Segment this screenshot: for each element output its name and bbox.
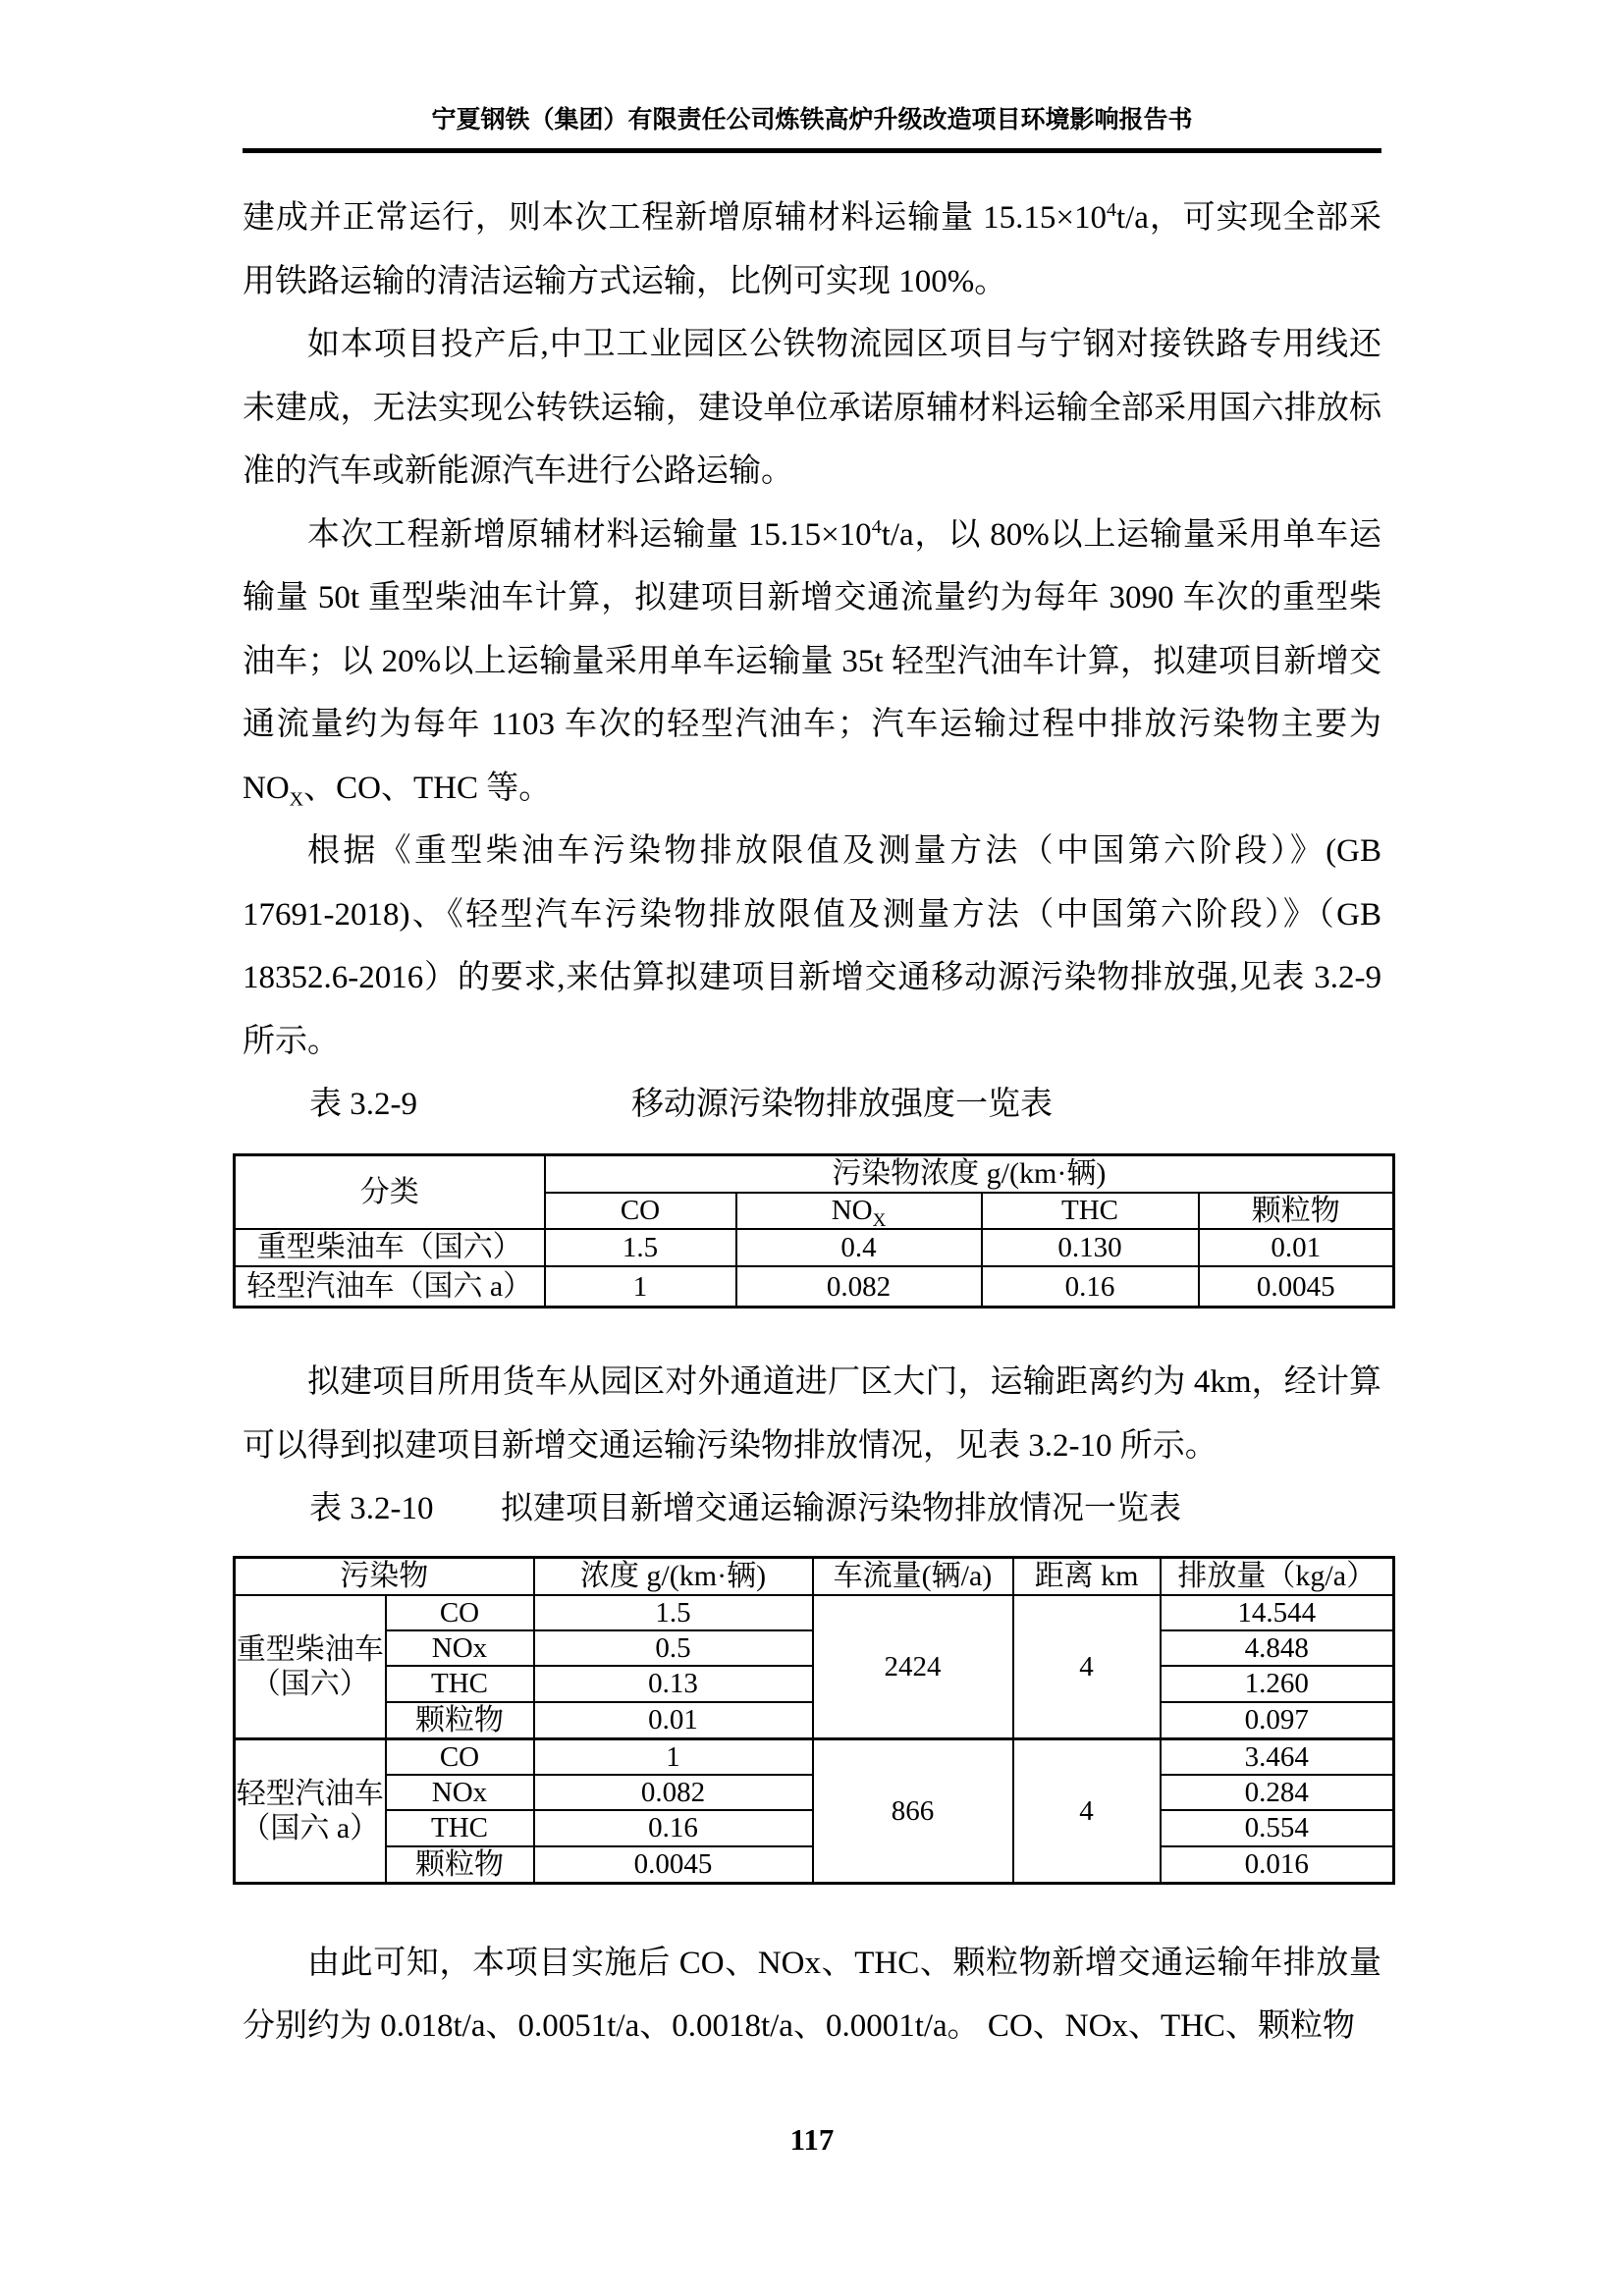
table-cell: 0.130 bbox=[982, 1229, 1199, 1266]
table-cell: 0.5 bbox=[534, 1630, 813, 1666]
table-cell: NOx bbox=[386, 1775, 534, 1810]
table-cell: 0.0045 bbox=[534, 1846, 813, 1884]
paragraph-3 bbox=[243, 504, 1381, 821]
table-cell: 1.5 bbox=[534, 1595, 813, 1630]
table-cell: THC bbox=[386, 1810, 534, 1845]
paragraph-6: 由此可知，本项目实施后 CO、NOx、THC、颗粒物新增交通运输年排放量分别约为 0.018t/a、0.0051t/a、0.0018t/a、0.0001t/a。 CO、NOx、THC、颗粒物 bbox=[243, 1945, 1381, 2045]
table-cell: 1.260 bbox=[1161, 1666, 1394, 1701]
text-segment: 本次工程新增原辅材料运输量 15.15×10 bbox=[307, 516, 872, 553]
table-header-row bbox=[235, 1558, 1394, 1595]
table-cell: 颗粒物 bbox=[386, 1846, 534, 1884]
table-row bbox=[235, 1266, 1394, 1308]
column-header-thc: THC bbox=[982, 1193, 1199, 1229]
table-row bbox=[235, 1229, 1394, 1266]
text-segment: t/a，可实现全部采用铁路运输的清洁运输方式运输，比例可实现 100%。 bbox=[243, 200, 1381, 299]
table-3-2-10 bbox=[233, 1556, 1395, 1885]
column-header-flow: 车流量(辆/a) bbox=[813, 1558, 1013, 1595]
table-cell-distance: 4 bbox=[1013, 1738, 1161, 1883]
superscript-exponent: 4 bbox=[1106, 199, 1116, 221]
text-segment: 、CO、THC 等。 bbox=[303, 770, 552, 806]
table-cell: 1.5 bbox=[545, 1229, 736, 1266]
column-header-concentration: 浓度 g/(km·辆) bbox=[534, 1558, 813, 1595]
superscript-exponent: 4 bbox=[871, 515, 882, 538]
table-caption-label: 表 3.2-9 bbox=[309, 1087, 417, 1122]
table-cell: 0.01 bbox=[534, 1702, 813, 1739]
table-cell: 0.0045 bbox=[1199, 1266, 1394, 1308]
column-header-category: 分类 bbox=[235, 1155, 545, 1229]
text-segment: 建成并正常运行，则本次工程新增原辅材料运输量 15.15×10 bbox=[243, 200, 1107, 236]
group-header-light-gasoline: 轻型汽油车（国六 a） bbox=[235, 1738, 386, 1883]
table-cell: CO bbox=[386, 1595, 534, 1630]
table-cell: CO bbox=[386, 1738, 534, 1775]
table-cell-distance: 4 bbox=[1013, 1595, 1161, 1739]
table-cell: 0.16 bbox=[982, 1266, 1199, 1308]
table-cell: 4.848 bbox=[1161, 1630, 1394, 1666]
table-cell: 0.097 bbox=[1161, 1702, 1394, 1739]
table-cell: 0.554 bbox=[1161, 1810, 1394, 1845]
group-header-heavy-diesel: 重型柴油车（国六） bbox=[235, 1595, 386, 1739]
table-header-row bbox=[235, 1155, 1394, 1193]
table-caption-title: 移动源污染物排放强度一览表 bbox=[631, 1087, 1053, 1122]
table-cell: THC bbox=[386, 1666, 534, 1701]
table-cell: 0.284 bbox=[1161, 1775, 1394, 1810]
table-row bbox=[235, 1738, 1394, 1775]
table-cell: 0.016 bbox=[1161, 1846, 1394, 1884]
table-cell: 3.464 bbox=[1161, 1738, 1394, 1775]
table-cell: 1 bbox=[534, 1738, 813, 1775]
table-cell: 颗粒物 bbox=[386, 1702, 534, 1739]
table-caption-label: 表 3.2-10 bbox=[309, 1491, 434, 1527]
table-cell: 0.16 bbox=[534, 1810, 813, 1845]
text-segment: t/a，以 80%以上运输量采用单车运输量 50t 重型柴油车计算，拟建项目新增交通流量约为每年 3090 车次的重型柴油车；以 20%以上运输量采用单车运输量 35t 轻型汽油车计算，拟建项目新增交通流量约为每年 1103 车次的轻型汽油车；汽车运输过程中排放污染物主要为 NO bbox=[243, 516, 1381, 806]
row-header-heavy-diesel: 重型柴油车（国六） bbox=[235, 1229, 545, 1266]
table-cell: 14.544 bbox=[1161, 1595, 1394, 1630]
table-3-2-9 bbox=[233, 1153, 1395, 1308]
subscript-x: X bbox=[872, 1209, 887, 1229]
paragraph-5: 拟建项目所用货车从园区对外通道进厂区大门，运输距离约为 4km，经计算可以得到拟建项目新增交通运输污染物排放情况，见表 3.2-10 所示。 bbox=[243, 1364, 1381, 1464]
table-cell: 0.13 bbox=[534, 1666, 813, 1701]
row-header-light-gasoline: 轻型汽油车（国六 a） bbox=[235, 1266, 545, 1308]
table-cell: 0.01 bbox=[1199, 1229, 1394, 1266]
column-header-group: 污染物浓度 g/(km·辆) bbox=[545, 1155, 1394, 1193]
table-cell: 1 bbox=[545, 1266, 736, 1308]
table-cell-flow: 2424 bbox=[813, 1595, 1013, 1739]
table-cell: 0.082 bbox=[736, 1266, 982, 1308]
table-cell-flow: 866 bbox=[813, 1738, 1013, 1883]
text-segment: NO bbox=[831, 1195, 873, 1227]
table-3-2-9-caption bbox=[243, 1073, 1381, 1136]
column-header-pm: 颗粒物 bbox=[1199, 1193, 1394, 1229]
column-header-co: CO bbox=[545, 1193, 736, 1229]
table-3-2-10-caption bbox=[243, 1477, 1381, 1540]
column-header-pollutant: 污染物 bbox=[235, 1558, 534, 1595]
table-row bbox=[235, 1595, 1394, 1630]
paragraph-2: 如本项目投产后,中卫工业园区公铁物流园区项目与宁钢对接铁路专用线还未建成，无法实现公转铁运输，建设单位承诺原辅材料运输全部采用国六排放标准的汽车或新能源汽车进行公路运输。 bbox=[243, 327, 1381, 489]
header-title: 宁夏钢铁（集团）有限责任公司炼铁高炉升级改造项目环境影响报告书 bbox=[431, 107, 1193, 133]
table-cell: NOx bbox=[386, 1630, 534, 1666]
table-cell: 0.082 bbox=[534, 1775, 813, 1810]
subscript-x: X bbox=[289, 788, 304, 811]
paragraph-1 bbox=[243, 187, 1381, 313]
table-cell: 0.4 bbox=[736, 1229, 982, 1266]
column-header-distance: 距离 km bbox=[1013, 1558, 1161, 1595]
page-number: 117 bbox=[789, 2122, 835, 2157]
column-header-nox bbox=[736, 1193, 982, 1229]
table-caption-title: 拟建项目新增交通运输源污染物排放情况一览表 bbox=[501, 1491, 1181, 1527]
paragraph-4: 根据《重型柴油车污染物排放限值及测量方法（中国第六阶段）》(GB 17691-2018)、《轻型汽车污染物排放限值及测量方法（中国第六阶段）》（GB 18352.6-2016）的要求,来估算拟建项目新增交通移动源污染物排放强,见表 3.2-9 所示。 bbox=[243, 833, 1381, 1059]
column-header-emission: 排放量（kg/a） bbox=[1161, 1558, 1394, 1595]
page-body bbox=[236, 187, 1381, 2058]
page-header bbox=[243, 100, 1381, 153]
